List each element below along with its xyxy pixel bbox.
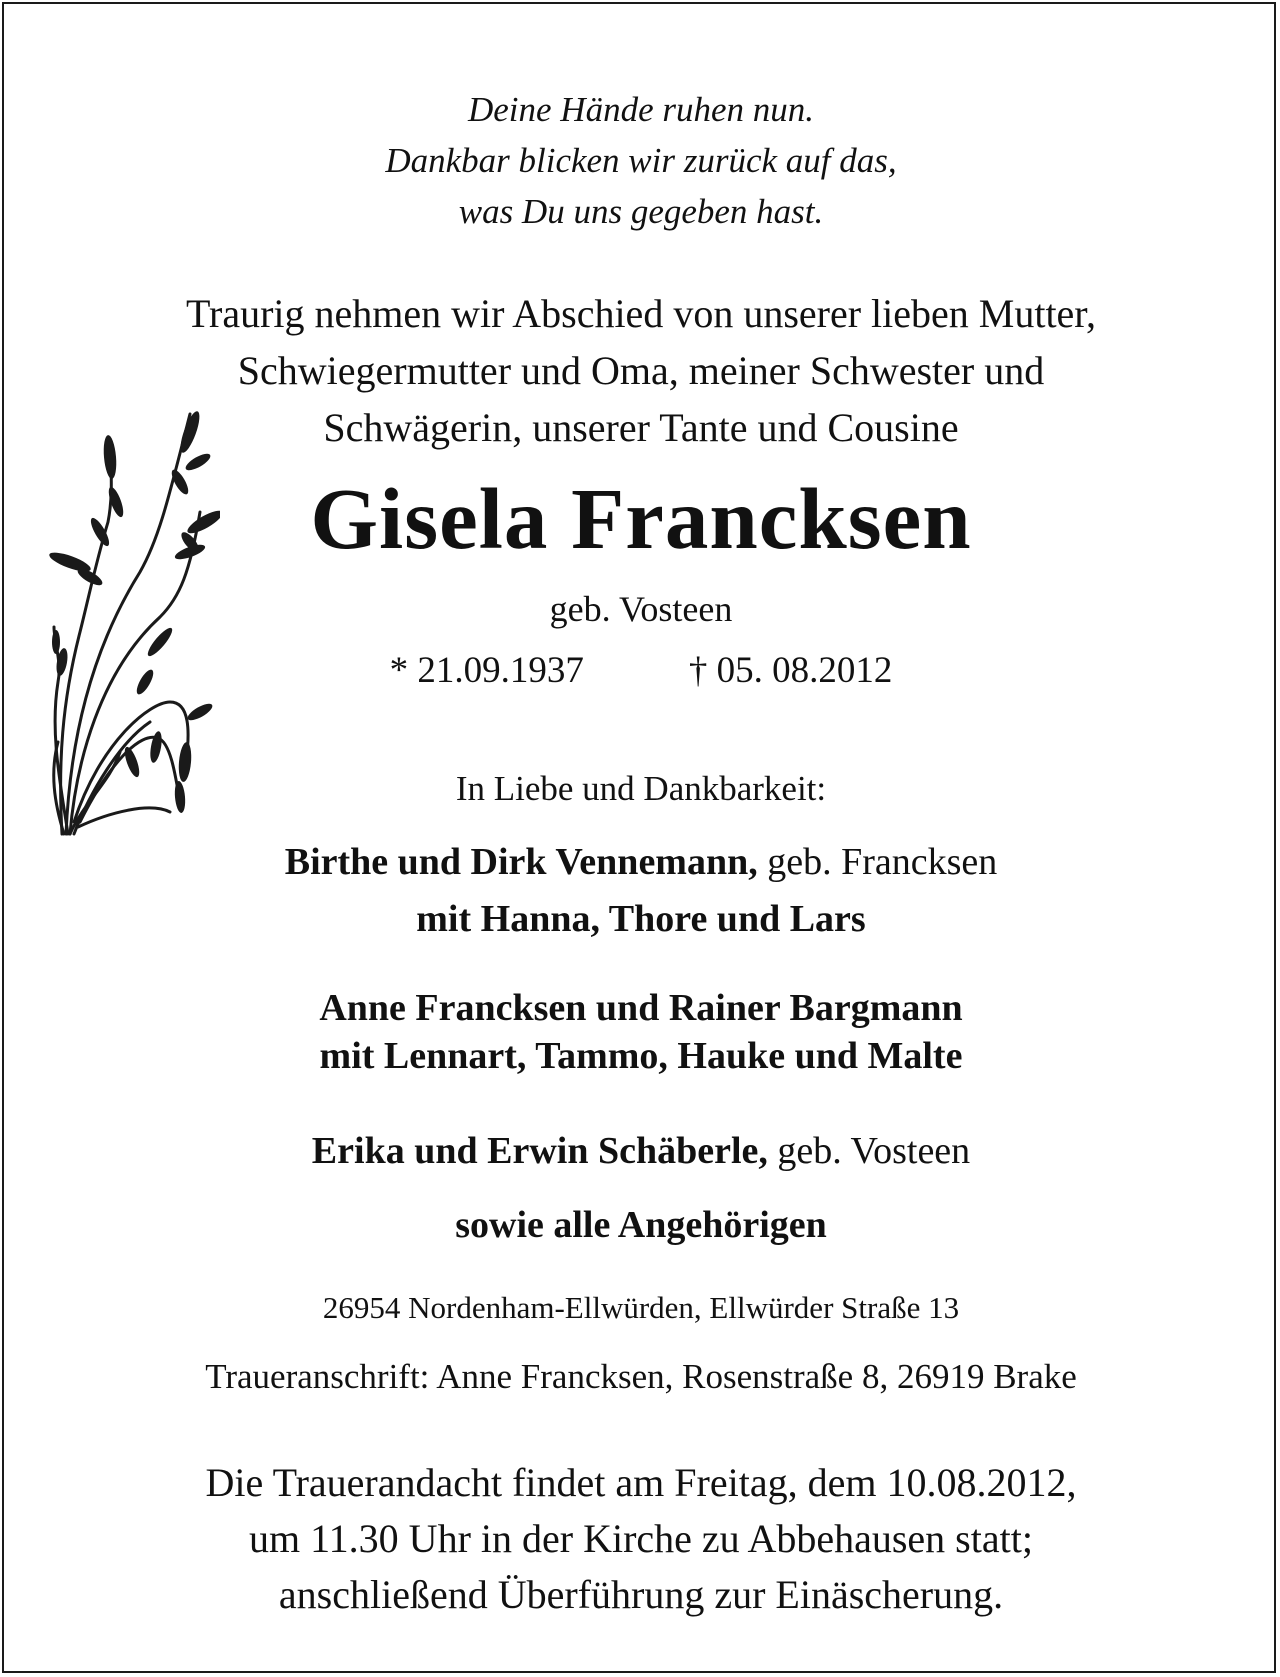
- life-dates: [4, 649, 1278, 693]
- service-line: Die Trauerandacht findet am Freitag, dem 10.08.2012,: [205, 1460, 1077, 1505]
- verse-line: was Du uns gegeben hast.: [458, 192, 824, 231]
- family-nee: geb. Vosteen: [767, 1130, 971, 1172]
- maiden-name: geb. Vosteen: [549, 589, 733, 629]
- family-names: Anne Francksen und Rainer Bargmann: [319, 987, 963, 1029]
- family-group-1: [4, 834, 1278, 948]
- intro-line: Schwiegermutter und Oma, meiner Schwester und: [237, 348, 1045, 393]
- farewell-intro: [4, 285, 1278, 456]
- opening-verse: [4, 84, 1278, 237]
- deceased-name: Gisela Francksen: [310, 470, 972, 567]
- family-group-2: [4, 984, 1278, 1080]
- home-address: 26954 Nordenham-Ellwürden, Ellwürder Straße 13: [322, 1290, 960, 1325]
- birth-date: * 21.09.1937: [389, 650, 584, 691]
- family-nee: geb. Francksen: [757, 841, 998, 883]
- family-line: [4, 834, 1278, 891]
- family-children: mit Lennart, Tammo, Hauke und Malte: [319, 1035, 963, 1077]
- family-names: Birthe und Dirk Vennemann,: [284, 841, 758, 883]
- service-line: anschließend Überführung zur Einäscherung.: [278, 1572, 1004, 1617]
- death-date: † 05. 08.2012: [688, 650, 893, 691]
- obituary-notice: [2, 2, 1276, 1673]
- service-line: um 11.30 Uhr in der Kirche zu Abbehausen statt;: [249, 1516, 1033, 1561]
- intro-line: Traurig nehmen wir Abschied von unserer lieben Mutter,: [185, 291, 1097, 336]
- family-group-3: [4, 1125, 1278, 1177]
- service-info: [4, 1455, 1278, 1623]
- other-relatives: sowie alle Angehörigen: [455, 1204, 827, 1246]
- family-children: mit Hanna, Thore und Lars: [416, 898, 866, 940]
- family-names: Erika und Erwin Schäberle,: [311, 1130, 768, 1172]
- intro-line: Schwägerin, unserer Tante und Cousine: [323, 405, 959, 450]
- verse-line: Deine Hände ruhen nun.: [467, 90, 815, 129]
- verse-line: Dankbar blicken wir zurück auf das,: [385, 141, 897, 180]
- love-line: In Liebe und Dankbarkeit:: [455, 769, 827, 808]
- mourning-address: Traueranschrift: Anne Francksen, Rosenstraße 8, 26919 Brake: [205, 1357, 1077, 1396]
